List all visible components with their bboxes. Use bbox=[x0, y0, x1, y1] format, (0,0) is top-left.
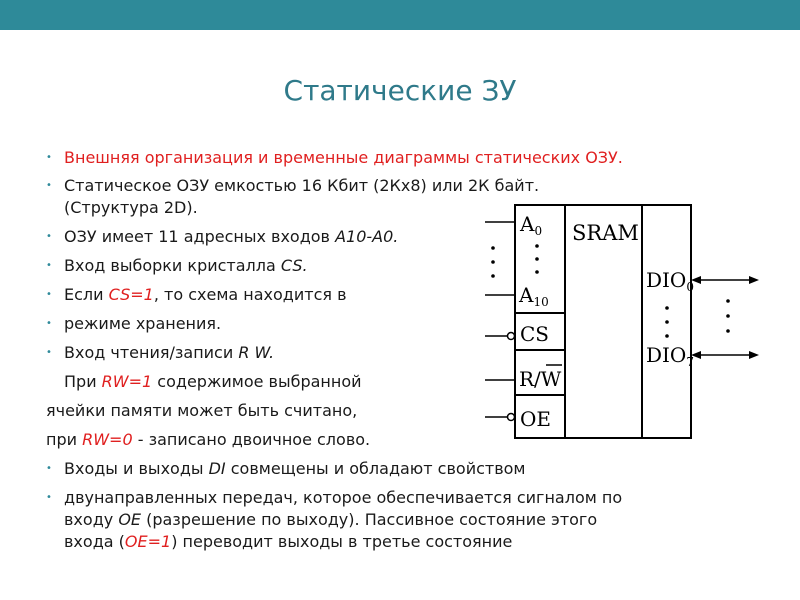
address-dot bbox=[491, 274, 495, 278]
dio-line-dot bbox=[726, 299, 730, 303]
bullet-7-text: Вход чтения/записи bbox=[64, 343, 239, 362]
address-dot bbox=[491, 260, 495, 264]
bullet-5-condition: CS=1 bbox=[108, 285, 154, 304]
cs-inversion-bubble bbox=[508, 333, 515, 340]
label-cs: CS bbox=[520, 322, 550, 346]
bullet-dot: • bbox=[46, 289, 52, 300]
paragraph-1-text-1: При bbox=[64, 372, 102, 391]
bullet-3-address-range: А10-А0. bbox=[335, 227, 399, 246]
header-bar bbox=[0, 0, 800, 30]
bullet-dot: • bbox=[46, 492, 52, 503]
slide-title: Статические ЗУ bbox=[283, 74, 517, 107]
bullet-4-cs: CS. bbox=[280, 256, 308, 275]
bullet-dot: • bbox=[46, 463, 52, 474]
bullet-dot: • bbox=[46, 347, 52, 358]
paragraph-1-text-2: содержимое выбранной bbox=[152, 372, 362, 391]
address-label-dot bbox=[535, 257, 539, 261]
bullet-3 bbox=[64, 227, 398, 247]
bullet-9-line-3-text-2: ) переводит выходы в третье состояние bbox=[171, 532, 513, 551]
dio-line-dot bbox=[726, 314, 730, 318]
bullet-dot: • bbox=[46, 231, 52, 242]
dio-label-dot bbox=[665, 306, 669, 310]
bullet-8-di: DI bbox=[208, 459, 226, 478]
bullet-2-line-2: (Структура 2D). bbox=[64, 198, 198, 217]
bullet-dot: • bbox=[46, 152, 52, 163]
label-dio7: $DIO_7$ bbox=[646, 343, 694, 369]
bullet-9-line-1: двунаправленных передач, которое обеспечивается сигналом по bbox=[64, 488, 623, 507]
bullet-4-text: Вход выборки кристалла bbox=[64, 256, 281, 275]
sram-diagram bbox=[475, 190, 765, 440]
oe-inversion-bubble bbox=[508, 414, 515, 421]
bullet-dot: • bbox=[46, 318, 52, 329]
label-dio0: $DIO_0$ bbox=[646, 268, 694, 294]
bullet-8 bbox=[64, 459, 526, 479]
label-oe: OE bbox=[520, 407, 551, 431]
bullet-2-line-1: Статическое ОЗУ емкостью 16 Кбит (2Кх8) или 2К байт. bbox=[64, 176, 540, 195]
paragraph-3-condition: RW=0 bbox=[82, 430, 133, 449]
dio0-arrow-out bbox=[749, 276, 759, 284]
bullet-9-line-2 bbox=[64, 510, 597, 530]
bullet-9-oe: OE bbox=[118, 510, 142, 529]
label-sram: SRAM bbox=[572, 221, 639, 245]
dio-label-dot bbox=[665, 320, 669, 324]
bullet-5-text-2: , то схема находится в bbox=[153, 285, 347, 304]
dio-line-dot bbox=[726, 329, 730, 333]
bullet-4 bbox=[64, 256, 308, 276]
bullet-7-rw: R W. bbox=[238, 343, 275, 362]
bullet-1: Внешняя организация и временные диаграммы статических ОЗУ. bbox=[64, 148, 623, 167]
bullet-9-line-2-text-1: входу bbox=[64, 510, 119, 529]
label-rw: R/W bbox=[519, 367, 562, 391]
bullet-9-line-3-condition: OE=1 bbox=[124, 532, 172, 551]
address-label-dot bbox=[535, 244, 539, 248]
paragraph-line-2: ячейки памяти может быть считано, bbox=[46, 401, 358, 420]
bullet-9-line-2-text-2: (разрешение по выходу). Пассивное состояние этого bbox=[141, 510, 598, 529]
address-label-dot bbox=[535, 270, 539, 274]
paragraph-3-text-1: при bbox=[46, 430, 83, 449]
bullet-3-text: ОЗУ имеет 11 адресных входов bbox=[64, 227, 336, 246]
bullet-8-text-2: совмещены и обладают свойством bbox=[225, 459, 526, 478]
bullet-6: режиме хранения. bbox=[64, 314, 222, 333]
paragraph-line-3 bbox=[46, 430, 370, 450]
bullet-dot: • bbox=[46, 180, 52, 191]
dio7-arrow-out bbox=[749, 351, 759, 359]
label-a0: $A_0$ bbox=[520, 212, 543, 238]
bullet-5 bbox=[64, 285, 347, 305]
bullet-9-line-3-text-1: входа ( bbox=[64, 532, 125, 551]
address-dot bbox=[491, 246, 495, 250]
bullet-8-text-1: Входы и выходы bbox=[64, 459, 209, 478]
bullet-7 bbox=[64, 343, 274, 363]
paragraph-line-1 bbox=[64, 372, 362, 392]
label-a10: $A_{10}$ bbox=[519, 283, 549, 309]
paragraph-3-text-2: - записано двоичное слово. bbox=[132, 430, 371, 449]
bullet-9-line-3 bbox=[64, 532, 512, 552]
paragraph-1-condition: RW=1 bbox=[101, 372, 153, 391]
bullet-dot: • bbox=[46, 260, 52, 271]
bullet-5-text-1: Если bbox=[64, 285, 109, 304]
dio-label-dot bbox=[665, 334, 669, 338]
